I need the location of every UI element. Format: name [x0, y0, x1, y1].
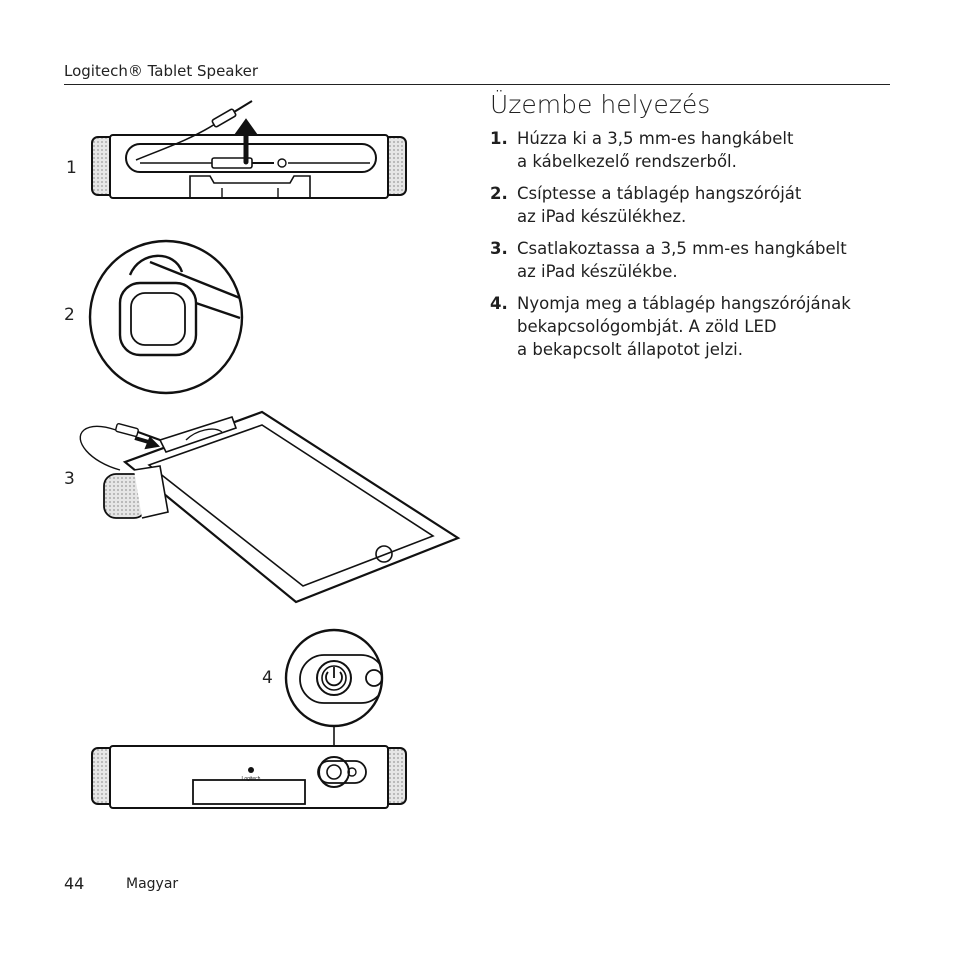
step-text: Húzza ki a 3,5 mm-es hangkábelt a kábelkezelő rendszerből.: [517, 129, 794, 171]
step-number: 2.: [490, 184, 508, 203]
figure-label-3: 3: [64, 469, 75, 489]
logitech-logo-text: Logitech: [241, 776, 261, 782]
section-title: Üzembe helyezés: [490, 90, 711, 119]
header-title: Logitech® Tablet Speaker: [64, 62, 259, 80]
figure-4-power-button-illustration: [286, 630, 385, 760]
step-text: Csatlakoztassa a 3,5 mm-es hangkábelt az iPad készülékbe.: [517, 239, 847, 281]
footer-language: Magyar: [126, 876, 179, 892]
step-number: 1.: [490, 129, 508, 148]
figure-1-speaker-cable-illustration: [92, 101, 406, 198]
figure-3-tablet-speaker-illustration: [80, 412, 458, 602]
logitech-logo-icon: [248, 767, 254, 773]
page-number: 44: [64, 874, 85, 893]
step-text: Nyomja meg a táblagép hangszórójának bekapcsológombját. A zöld LED a bekapcsolt állapotot jelzi.: [517, 294, 851, 359]
figure-label-4: 4: [262, 668, 273, 688]
figure-label-2: 2: [64, 305, 75, 325]
step-number: 4.: [490, 294, 508, 313]
figure-label-1: 1: [66, 158, 77, 178]
figure-2-clip-detail-illustration: [90, 241, 245, 393]
step-text: Csíptesse a táblagép hangszóróját az iPad készülékhez.: [517, 184, 802, 226]
step-number: 3.: [490, 239, 508, 258]
